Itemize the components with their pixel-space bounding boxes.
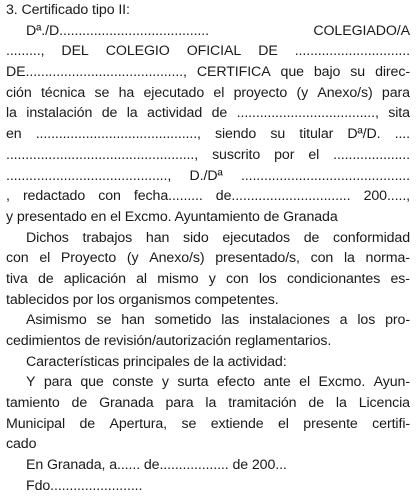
word: se [94, 84, 110, 101]
word: Excmo. [318, 374, 366, 391]
word: de [37, 270, 54, 287]
word: , [6, 188, 10, 205]
word: norma- [365, 250, 410, 267]
text-line [6, 124, 410, 145]
word: .........................................., [35, 126, 201, 143]
word: Dichos [26, 229, 69, 246]
word: conste [112, 374, 154, 391]
word: la [6, 105, 17, 122]
word: han [121, 312, 145, 329]
word: han [145, 229, 170, 246]
text-line [6, 372, 410, 393]
word: (y [126, 250, 139, 267]
word: redactado [22, 188, 86, 205]
word: Dª/D. [347, 126, 381, 143]
text-line [6, 248, 410, 269]
word: Granada [99, 395, 154, 412]
word: de [211, 105, 228, 122]
word: ........., [6, 43, 45, 60]
word: la [205, 395, 217, 412]
word: y [208, 270, 216, 287]
word: sita [388, 105, 410, 122]
word: tamiento [6, 395, 60, 412]
word: al [136, 270, 147, 287]
word: Dª./D....................................... [26, 22, 209, 39]
word: con [98, 188, 121, 205]
word: DE........................................., [6, 64, 187, 81]
word: ejecutados [222, 229, 290, 246]
word: OFICIAL [186, 43, 242, 60]
word: sometido [154, 312, 212, 329]
word: el [299, 374, 310, 391]
word: de [303, 229, 320, 246]
word: con [226, 270, 249, 287]
word: la [126, 105, 138, 122]
word: 200....., [363, 188, 410, 205]
word: que [280, 64, 304, 81]
text-line [6, 62, 410, 83]
word: pro- [385, 312, 410, 329]
word: mismo [157, 270, 199, 287]
word: direc- [375, 64, 410, 81]
word: para [381, 84, 410, 101]
word: la [335, 395, 347, 412]
text-line [6, 103, 410, 124]
word: Ayun- [373, 374, 410, 391]
word: DEL [61, 43, 89, 60]
text-line [6, 414, 410, 435]
text-line: cado [6, 436, 37, 453]
word: los [258, 270, 277, 287]
text-line [6, 393, 410, 414]
word: trabajos [82, 229, 133, 246]
word: a [339, 312, 348, 329]
word: las [221, 312, 240, 329]
word: con [310, 250, 334, 267]
word: para [43, 374, 72, 391]
word: de [71, 395, 88, 412]
word: DE [258, 43, 278, 60]
word: tiva [6, 270, 28, 287]
word: que [80, 374, 104, 391]
text-line [6, 186, 410, 207]
word: CERTIFICA [196, 64, 271, 81]
word: ante [263, 374, 291, 391]
word: con [6, 250, 29, 267]
word: COLEGIO [105, 43, 170, 60]
word: para [165, 395, 194, 412]
word: Municipal [6, 415, 66, 432]
word: Proyecto [60, 250, 117, 267]
certificate-document [6, 0, 410, 497]
text-line: tablecidos por los organismos competentes. [6, 291, 279, 308]
word: condicionantes [286, 270, 381, 287]
text-line [6, 41, 410, 62]
word: ción [6, 84, 32, 101]
word: surta [177, 374, 209, 391]
word: suscrito [212, 146, 261, 163]
word: instalaciones [249, 312, 330, 329]
word: presentado/s, [215, 250, 300, 267]
word: ejecutado [143, 84, 205, 101]
word: .............................. [294, 43, 410, 60]
word: en [6, 126, 22, 143]
word: su [270, 126, 286, 143]
word: de [308, 395, 324, 412]
text-line [6, 269, 410, 290]
text-line [6, 228, 410, 249]
text-line [6, 166, 410, 187]
word: Anexo/s) [317, 84, 373, 101]
text-line [6, 83, 410, 104]
word: presente [303, 415, 358, 432]
section-heading: 3. Certificado tipo II: [6, 2, 130, 18]
word: COLEGIADO/A [313, 22, 410, 39]
characteristics-label: Características principales de la actividad: [26, 353, 287, 370]
word: efecto [216, 374, 255, 391]
word: bajo [313, 64, 341, 81]
word: .................... [333, 146, 410, 163]
word: técnica [40, 84, 86, 101]
word: de [101, 105, 118, 122]
word: el [278, 415, 289, 432]
word: Licencia [358, 395, 410, 412]
text-line [6, 21, 410, 42]
word: el [308, 146, 320, 163]
word: Apertura, [109, 415, 167, 432]
text-line [6, 145, 410, 166]
word: actividad [147, 105, 203, 122]
word: y [161, 374, 169, 391]
word: conformidad [333, 229, 410, 246]
word: (y [296, 84, 309, 101]
place-and-date: En Granada, a...... de.................. de 200... [26, 457, 287, 474]
word: ...................................., [236, 105, 379, 122]
word: de [79, 415, 96, 432]
word: .... [394, 126, 410, 143]
word: por [274, 146, 295, 163]
word: fecha......... [133, 188, 203, 205]
text-line: cedimientos de revisión/autorización reglamentarios. [6, 333, 332, 349]
word: D./Dª [189, 167, 223, 184]
word: Y [26, 374, 36, 391]
word: el [39, 250, 51, 267]
word: Asimismo [26, 312, 87, 329]
word: certifi- [372, 415, 410, 432]
word: es- [390, 270, 410, 287]
word: sido [183, 229, 209, 246]
word: se [96, 312, 112, 329]
word: tramitación [228, 395, 297, 412]
word: ................................................., [6, 146, 199, 163]
word: instalación [26, 105, 93, 122]
word: de............................... [215, 188, 351, 205]
word: aplicación [63, 270, 126, 287]
word: la [343, 250, 355, 267]
word: .........................................., [6, 167, 172, 184]
word: titular [299, 126, 334, 143]
word: su [350, 64, 366, 81]
text-line [6, 310, 410, 331]
word: proyecto [233, 84, 288, 101]
word: ha [118, 84, 135, 101]
word: Anexo/s) [149, 250, 205, 267]
word: siendo [215, 126, 257, 143]
word: se [181, 415, 197, 432]
word: ............................................ [240, 167, 410, 184]
signature-line: Fdo........................ [26, 477, 143, 494]
word: los [357, 312, 376, 329]
word: el [213, 84, 225, 101]
word: extiende [210, 415, 264, 432]
text-line: y presentado en el Excmo. Ayuntamiento de Granada [6, 208, 338, 225]
